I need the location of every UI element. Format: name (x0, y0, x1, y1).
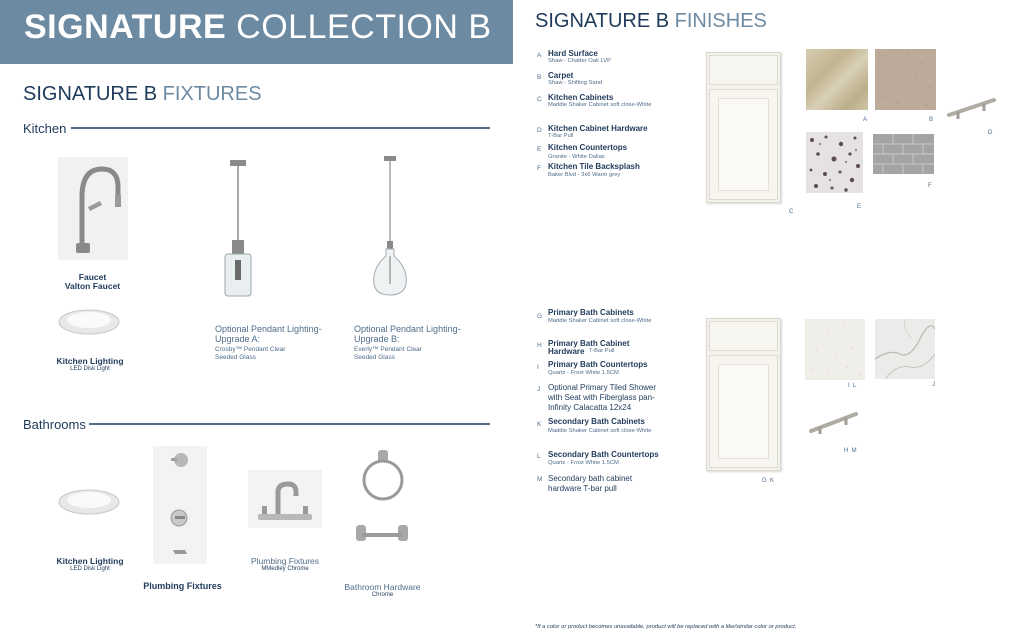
finish-j-text: Optional Primary Tiled Shower with Seat with Fiberglass pan- Infinity Calacatta 12x24 (548, 383, 657, 412)
finish-h-letter: H (537, 342, 542, 349)
pendant-b-image (370, 156, 410, 298)
finish-a-title: Hard Surface (548, 49, 598, 58)
paper-holder-image (352, 515, 412, 555)
kitchen-cabinet-swatch (706, 52, 781, 203)
finish-i-letter: I (537, 364, 539, 371)
swatch-e-granite (806, 132, 863, 193)
plumbing-fixtures-model: MMedley Chrome (261, 566, 309, 572)
plumbing-fixtures-caption-2: Plumbing Fixtures (250, 556, 320, 566)
finish-g-letter: G (537, 313, 543, 320)
bath-lighting-model: LED Disk Light (70, 566, 110, 572)
bath-cabinet-drawer-front (709, 321, 778, 351)
kitchen-disk-light-image (58, 305, 120, 339)
finish-k-title: Secondary Bath Cabinets (548, 417, 645, 426)
cabinet-drawer-front (709, 55, 778, 85)
bathroom-hardware-caption: Bathroom Hardware (344, 582, 421, 592)
finish-m-text: Secondary bath cabinet hardware T-bar pull (548, 474, 633, 493)
towel-ring-image (358, 448, 408, 504)
pendant-a-model: Crosby™ Pendant Clear Seeded Glass (215, 346, 286, 361)
shower-set-image (153, 446, 207, 564)
collection-title (24, 8, 492, 47)
bathroom-hardware-model: Chrome (371, 592, 394, 598)
finish-e-letter: E (537, 146, 542, 153)
finishes-title (535, 10, 767, 33)
finish-h-sub: T-Bar Pull (589, 348, 615, 354)
finishes-title-light: FINISHES (674, 10, 767, 32)
swatch-b-carpet (875, 49, 936, 110)
faucet-image (58, 157, 128, 260)
pendant-b-caption: Optional Pendant Lighting- Upgrade B: (354, 324, 461, 344)
swatch-label-c: C (789, 209, 794, 215)
swatch-d-bar-pull (946, 95, 998, 121)
fixtures-title (23, 83, 262, 106)
finish-l-title: Secondary Bath Countertops (548, 450, 659, 459)
finish-b-sub: Shaw - Shifting Sand (548, 80, 603, 86)
finishes-title-bold: SIGNATURE B (535, 10, 670, 32)
collection-title-bold: SIGNATURE (24, 8, 227, 46)
faucet-caption: Faucet (78, 272, 107, 282)
availability-disclaimer: *If a color or product becomes unavailable, product will be replaced with a like/similar color or product. (535, 624, 797, 630)
bathrooms-divider (89, 423, 490, 425)
pendant-b-model: Everly™ Pendant Clear Seeded Glass (354, 346, 422, 361)
cabinet-door-panel (718, 98, 769, 191)
bath-cabinet-swatch (706, 318, 781, 471)
swatch-j-marble (875, 319, 935, 379)
swatch-f-tile (873, 134, 934, 174)
swatch-il-quartz (805, 319, 865, 380)
faucet-model: Valton Faucet (64, 281, 121, 291)
kitchen-lighting-model: LED Disk Light (70, 366, 110, 372)
swatch-label-hm: H M (844, 448, 857, 454)
bathrooms-section-label: Bathrooms (23, 417, 86, 432)
swatch-label-il: I L (848, 383, 857, 389)
finish-e-title: Kitchen Countertops (548, 143, 628, 152)
finish-k-letter: K (537, 421, 542, 428)
kitchen-lighting-caption: Kitchen Lighting (56, 356, 124, 366)
kitchen-section-label: Kitchen (23, 121, 67, 136)
swatch-label-j: J (932, 382, 935, 388)
finish-b-title: Carpet (548, 71, 574, 80)
finish-d-letter: D (537, 127, 542, 134)
finish-i-sub: Quartz - Frost White 1.5CM (548, 370, 619, 376)
finish-c-sub: Maddie Shaker Cabinet soft close-White (548, 102, 652, 108)
kitchen-divider (71, 127, 490, 129)
fixtures-title-light: FIXTURES (162, 83, 262, 105)
swatch-label-gk: G K (762, 478, 775, 484)
swatch-label-d: D (988, 130, 993, 136)
finish-d-sub: T-Bar Pull (548, 133, 574, 139)
pendant-a-image (218, 160, 258, 300)
bath-cabinet-door (709, 355, 778, 468)
collection-title-light: COLLECTION B (236, 8, 492, 46)
finish-c-title: Kitchen Cabinets (548, 93, 614, 102)
finish-a-letter: A (537, 52, 542, 59)
swatch-hm-bar-pull (808, 408, 860, 436)
finish-k-sub: Maddie Shaker Cabinet soft close-White (548, 428, 652, 434)
bath-faucet-image (248, 470, 322, 528)
finish-e-sub: Granite - White Dallas (548, 154, 605, 160)
bath-lighting-caption: Kitchen Lighting (56, 556, 124, 566)
finish-f-letter: F (537, 165, 541, 172)
finish-b-letter: B (537, 74, 542, 81)
cabinet-door (709, 89, 778, 200)
finish-h-title: Primary Bath Cabinet Hardware (548, 339, 630, 356)
finish-m-letter: M (537, 476, 543, 483)
finish-d-title: Kitchen Cabinet Hardware (548, 124, 648, 133)
pendant-a-caption: Optional Pendant Lighting- Upgrade A: (215, 324, 322, 344)
swatch-label-a: A (863, 117, 868, 123)
swatch-label-b: B (929, 117, 934, 123)
finish-i-title: Primary Bath Countertops (548, 360, 648, 369)
finish-a-sub: Shaw - Chatter Oak LVP (548, 58, 612, 64)
swatch-a-wood (806, 49, 868, 110)
finish-l-letter: L (537, 453, 541, 460)
finish-g-title: Primary Bath Cabinets (548, 308, 634, 317)
bath-cabinet-door-panel (718, 364, 769, 459)
swatch-label-f: F (928, 183, 932, 189)
finish-g-sub: Maddie Shaker Cabinet soft close-White (548, 318, 652, 324)
fixtures-title-bold: SIGNATURE B (23, 83, 158, 105)
bath-disk-light-image (58, 485, 120, 519)
finish-f-sub: Baker Blvd - 3x6 Warm grey (548, 172, 621, 178)
plumbing-fixtures-caption-1: Plumbing Fixtures (143, 581, 222, 591)
finish-c-letter: C (537, 96, 542, 103)
finish-j-letter: J (537, 386, 541, 393)
finish-l-sub: Quartz - Frost White 1.5CM (548, 460, 619, 466)
swatch-label-e: E (857, 204, 862, 210)
finish-f-title: Kitchen Tile Backsplash (548, 162, 640, 171)
